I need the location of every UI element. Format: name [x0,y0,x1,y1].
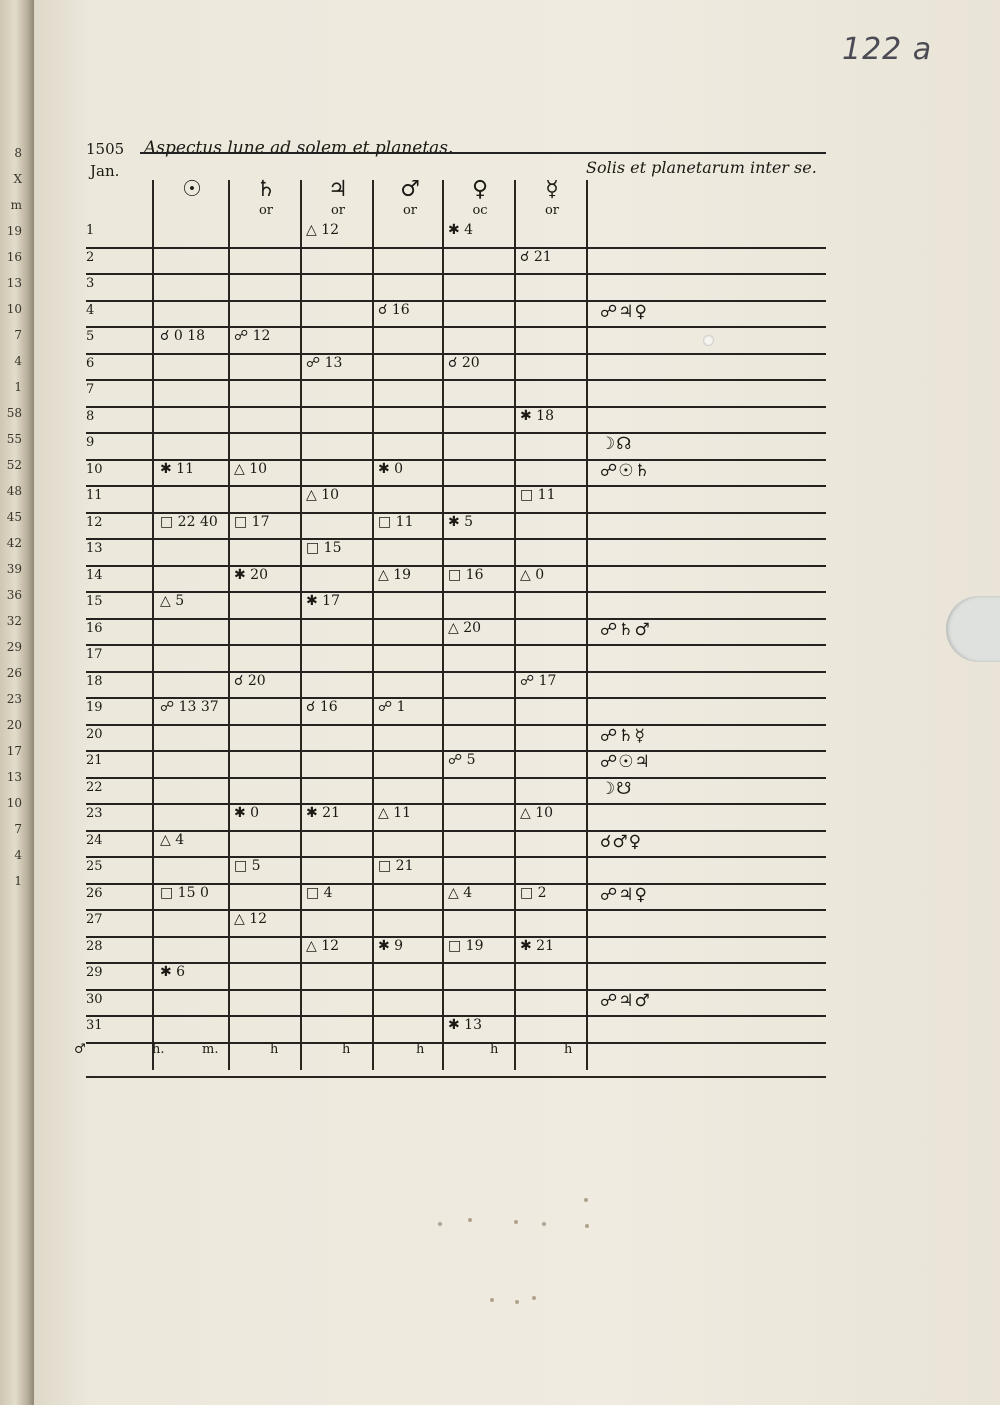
aspect-cell: ✱ 0 [234,805,260,821]
aspect-cell: △ 12 [306,222,340,238]
aspect-cell: △ 4 [160,831,185,848]
aspect-cell: □ 2 [520,884,547,901]
aspect-cell: ✱ 4 [448,222,474,238]
previous-page-number: 1 [14,380,22,394]
previous-page-number: 1 [14,874,22,888]
day-number: 19 [86,700,103,715]
table-row [86,858,826,885]
planet-conjunction-cell: ☽☊ [600,434,633,454]
table-row [86,938,826,965]
aspect-cell: ✱ 13 [448,1017,482,1033]
aspect-cell: □ 22 40 [160,513,218,530]
table-row [86,620,826,647]
day-number: 22 [86,779,103,795]
table-row [86,567,826,594]
folio-number: 122 a [842,32,933,67]
day-number: 14 [86,567,103,583]
orientation-label: or [258,203,274,218]
previous-page-number: 16 [6,250,22,264]
table-row [86,487,826,514]
aspect-cell: ✱ 5 [448,513,474,530]
day-number: 9 [86,435,95,450]
planet-column-header [230,178,302,220]
aspect-cell: ☍ 17 [520,672,557,689]
previous-page-number: 4 [14,848,22,862]
previous-page-number: 36 [6,588,22,602]
month-label: Jan. [90,162,120,180]
footer-symbol: h. [152,1042,165,1057]
previous-page-number: 7 [14,328,22,342]
table-row [86,355,826,382]
table-row [86,911,826,938]
day-number: 31 [86,1018,103,1033]
aspect-cell: ✱ 21 [520,937,554,954]
table-row [86,514,826,541]
aspect-cell: ✱ 21 [306,805,340,821]
ink-smudge [490,1298,494,1302]
table-row [86,779,826,806]
day-number: 24 [86,832,103,848]
previous-page-number: 45 [6,510,22,524]
table-row [86,540,826,567]
aspect-cell: □ 5 [234,858,261,874]
previous-page-number: 4 [14,354,22,368]
aspect-table [86,222,826,1072]
previous-page-number: 7 [14,822,22,836]
day-number: 10 [86,461,103,477]
table-row [86,434,826,461]
aspect-cell: ☌ 21 [520,248,552,265]
day-number: 21 [86,753,103,768]
aspect-cell: □ 15 0 [160,884,209,901]
footer-symbol: ♂ [74,1042,86,1057]
table-row [86,381,826,408]
previous-page-number: 39 [6,562,22,576]
planet-symbol: ☿ [545,177,559,202]
aspect-cell: □ 11 [520,487,556,503]
planet-column-header [444,178,516,220]
day-number: 28 [86,938,103,954]
table-title: Aspectus lune ad solem et planetas. [144,138,454,158]
footer-symbols-row [74,1038,834,1068]
day-number: 2 [86,249,95,265]
day-number: 27 [86,912,103,927]
aspect-cell: △ 12 [306,937,340,954]
aspect-cell: ☌ 20 [448,354,480,371]
aspect-cell: ☌ 16 [378,301,410,318]
previous-page-number: 26 [6,666,22,680]
paper-hole [703,335,714,346]
day-number: 6 [86,355,95,371]
previous-page-number: 10 [6,796,22,810]
table-row [86,275,826,302]
aspect-cell: △ 0 [520,566,545,583]
planet-symbol: ♀ [471,177,489,202]
planet-conjunction-cell: ☍♄♂ [600,619,651,640]
planet-conjunction-cell: ☍♃♀ [600,301,648,322]
table-row [86,699,826,726]
previous-page-number: X [13,172,22,186]
table-row [86,673,826,700]
previous-page-number: 48 [6,484,22,498]
table-row [86,593,826,620]
day-number: 1 [86,223,95,238]
footer-symbol: h [564,1042,573,1057]
ink-smudge [584,1198,588,1202]
footer-symbol: h [490,1042,499,1057]
planet-column-header [516,178,588,220]
table-row [86,302,826,329]
planet-conjunction-cell: ☍♄☿ [600,725,646,746]
day-number: 15 [86,594,103,609]
day-number: 18 [86,673,103,689]
aspect-cell: □ 16 [448,566,484,583]
ink-smudge [515,1300,519,1304]
footer-symbol: h [270,1042,279,1057]
table-row [86,726,826,753]
day-number: 30 [86,991,103,1007]
previous-page-number: 8 [14,146,22,160]
day-number: 26 [86,885,103,901]
table-row [86,832,826,859]
aspect-cell: ✱ 0 [378,460,404,477]
aspect-cell: △ 11 [378,805,412,821]
aspect-cell: △ 20 [448,619,482,636]
footer-rule [86,1076,826,1078]
day-number: 8 [86,408,95,424]
day-number: 23 [86,806,103,821]
planet-symbol: ♃ [328,177,348,202]
ink-smudge [468,1218,472,1222]
day-number: 5 [86,329,95,344]
planet-conjunction-cell: ☍♃♀ [600,884,648,905]
previous-page-number: 17 [6,744,22,758]
day-number: 11 [86,488,103,503]
aspect-cell: △ 12 [234,911,268,927]
planet-conjunction-cell: ☌♂♀ [600,831,643,852]
aspect-cell: △ 4 [448,884,473,901]
day-number: 12 [86,514,103,530]
footer-symbol: h [416,1042,425,1057]
day-number: 13 [86,541,103,556]
planet-symbol: ♂ [400,177,420,202]
previous-page-number: 10 [6,302,22,316]
planet-symbol: ♄ [256,177,276,202]
planet-conjunction-cell: ☽☋ [600,778,633,799]
day-number: 16 [86,620,103,636]
planet-conjunction-cell: ☍☉♃ [600,752,651,772]
aspect-cell: ☍ 1 [378,699,406,715]
aspect-cell: □ 21 [378,858,414,874]
aspect-cell: ✱ 9 [378,937,404,954]
table-row [86,328,826,355]
day-number: 17 [86,647,103,662]
previous-page-number: 19 [6,224,22,238]
table-row [86,461,826,488]
table-row [86,964,826,991]
previous-page-edge-numbers [0,140,22,894]
table-row [86,991,826,1018]
header-rule [140,152,826,154]
table-row [86,646,826,673]
table-row [86,222,826,249]
ink-smudge [532,1296,536,1300]
aspect-cell: ☍ 12 [234,328,271,344]
planet-column-header [156,178,228,202]
previous-page-number: 58 [6,406,22,420]
aspect-cell: ☌ 0 18 [160,328,206,344]
table-row [86,408,826,435]
aspect-cell: △ 10 [234,460,268,477]
planet-column-header [302,178,374,220]
aspect-cell: ☍ 5 [448,752,476,768]
planet-symbols-row [86,178,826,228]
planet-symbol: ☉ [182,177,202,202]
ink-smudge [514,1220,518,1224]
day-number: 3 [86,276,95,291]
previous-page-number: m [10,198,22,212]
aspect-cell: □ 15 [306,540,342,556]
planet-conjunction-cell: ☍☉♄ [600,460,651,481]
aspect-cell: □ 19 [448,937,484,954]
ink-smudge [438,1222,442,1226]
aspect-cell: ✱ 20 [234,566,268,583]
previous-page-number: 13 [6,770,22,784]
previous-page-number: 13 [6,276,22,290]
planet-conjunction-cell: ☍♃♂ [600,990,651,1011]
table-row [86,885,826,912]
aspect-cell: △ 10 [306,487,340,503]
aspect-cell: ✱ 11 [160,460,194,477]
previous-page-number: 23 [6,692,22,706]
aspect-cell: ✱ 17 [306,593,340,609]
aspect-cell: □ 17 [234,513,270,530]
year: 1505 [86,140,125,158]
aspect-cell: ☍ 13 [306,354,343,371]
orientation-label: or [330,203,346,218]
aspect-cell: △ 19 [378,566,412,583]
day-number: 29 [86,965,103,980]
aspect-cell: ☍ 13 37 [160,699,219,715]
previous-page-number: 20 [6,718,22,732]
day-number: 7 [86,382,95,397]
aspect-cell: △ 10 [520,805,554,821]
table-row [86,752,826,779]
aspect-cell: ☌ 20 [234,672,266,689]
table-row [86,805,826,832]
aspect-cell: ✱ 6 [160,964,186,980]
day-number: 4 [86,302,95,318]
day-number: 25 [86,859,103,874]
aspect-cell: ✱ 18 [520,407,554,424]
ink-smudge [542,1222,546,1226]
previous-page-number: 55 [6,432,22,446]
day-number: 20 [86,726,103,742]
previous-page-number: 29 [6,640,22,654]
previous-page-number: 52 [6,458,22,472]
table-row [86,249,826,276]
right-section-title: Solis et planetarum inter se. [586,158,817,177]
aspect-cell: ☌ 16 [306,699,338,715]
aspect-cell: □ 11 [378,513,414,530]
ink-smudge [585,1224,589,1228]
orientation-label: or [544,203,560,218]
planet-column-header [374,178,446,220]
previous-page-number: 32 [6,614,22,628]
orientation-label: oc [472,203,488,218]
footer-symbol: m. [202,1042,219,1057]
previous-page-number: 42 [6,536,22,550]
orientation-label: or [402,203,418,218]
aspect-cell: △ 5 [160,593,185,609]
aspect-cell: □ 4 [306,884,333,901]
footer-symbol: h [342,1042,351,1057]
